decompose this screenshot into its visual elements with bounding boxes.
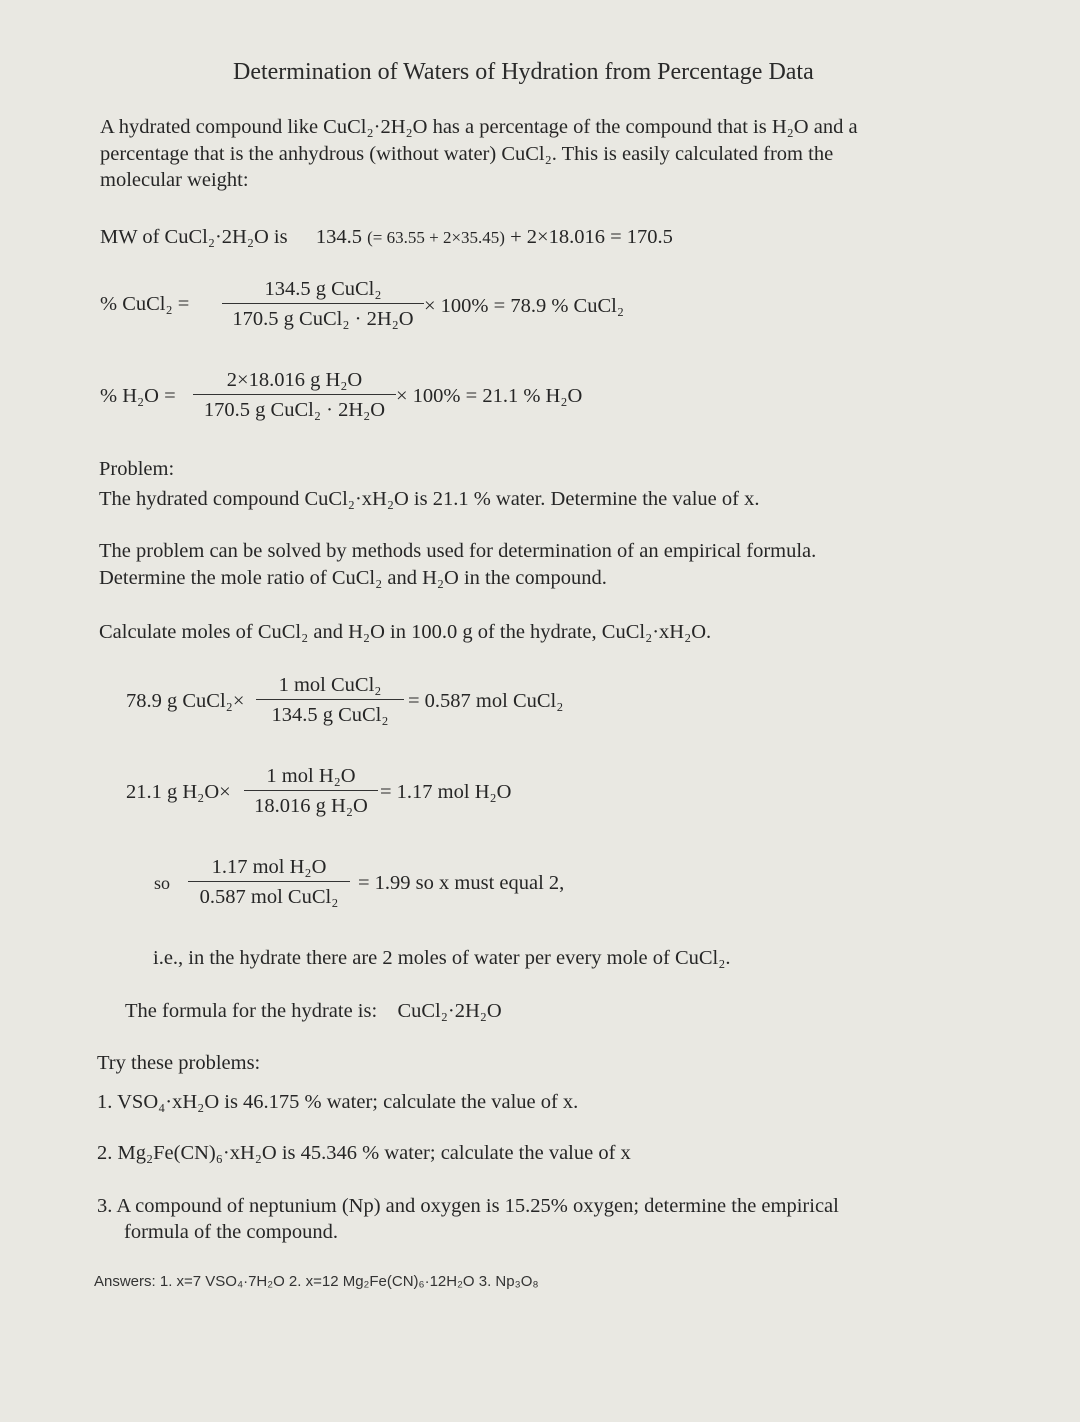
problem-item-1: 1. VSO₄·xH₂O is 46.175 % water; calculate the value of x.	[97, 1091, 579, 1113]
ratio-fraction	[188, 856, 350, 909]
calc1-lhs: 78.9 g CuCl₂×	[126, 690, 245, 712]
try-heading: Try these problems:	[97, 1052, 261, 1074]
mw-line	[100, 226, 673, 249]
method-line-1: The problem can be solved by methods used for determination of an empirical formula.	[99, 540, 817, 562]
intro-line-3: molecular weight:	[100, 169, 249, 191]
pct-cucl2-numerator: 134.5 g CuCl₂	[264, 278, 382, 300]
problem-text: The hydrated compound CuCl₂·xH₂O is 21.1 % water. Determine the value of x.	[99, 488, 760, 510]
calc2-rhs: = 1.17 mol H₂O	[380, 781, 512, 803]
calc2-numerator: 1 mol H₂O	[266, 765, 356, 787]
ratio-rhs: = 1.99 so x must equal 2,	[358, 872, 565, 894]
method-line-2: Determine the mole ratio of CuCl₂ and H₂O in the compound.	[99, 567, 607, 589]
pct-cucl2-lhs: % CuCl₂ =	[100, 293, 190, 315]
mw-label: MW of CuCl₂·2H₂O is	[100, 226, 288, 248]
ie-sentence: i.e., in the hydrate there are 2 moles of water per every mole of CuCl₂.	[153, 947, 731, 969]
calc2-lhs: 21.1 g H₂O×	[126, 781, 231, 803]
calc1-fraction	[256, 674, 404, 727]
pct-h2o-denominator: 170.5 g CuCl₂ · 2H₂O	[203, 399, 386, 421]
ratio-numerator: 1.17 mol H₂O	[211, 856, 327, 878]
mw-breakdown: (= 63.55 + 2×35.45)	[367, 228, 505, 247]
pct-h2o-rhs: × 100% = 21.1 % H₂O	[396, 385, 583, 407]
formula-line	[125, 1000, 502, 1023]
calc2-denominator: 18.016 g H₂O	[254, 795, 368, 817]
intro-line-1: A hydrated compound like CuCl₂·2H₂O has a percentage of the compound that is H₂O and a	[100, 116, 858, 138]
pct-h2o-numerator: 2×18.016 g H₂O	[226, 369, 363, 391]
calc2-fraction	[244, 765, 378, 818]
problem-label: Problem:	[99, 458, 175, 480]
pct-h2o-fraction	[193, 369, 396, 422]
formula-label: The formula for the hydrate is:	[125, 1000, 378, 1022]
calc1-rhs: = 0.587 mol CuCl₂	[408, 690, 564, 712]
answers-line: Answers: 1. x=7 VSO₄·7H₂O 2. x=12 Mg₂Fe(CN)₆·12H₂O 3. Np₃O₈	[94, 1273, 539, 1290]
problem-item-3: 3. A compound of neptunium (Np) and oxygen is 15.25% oxygen; determine the empirical	[97, 1195, 839, 1217]
calc1-denominator: 134.5 g CuCl₂	[271, 704, 389, 726]
mw-rest: + 2×18.016 = 170.5	[510, 226, 673, 248]
mw-value: 134.5	[315, 226, 362, 248]
intro-line-2: percentage that is the anhydrous (without water) CuCl₂. This is easily calculated from the	[100, 143, 834, 165]
pct-h2o-lhs: % H₂O =	[100, 385, 176, 407]
ratio-so: so	[154, 873, 171, 893]
pct-cucl2-rhs: × 100% = 78.9 % CuCl₂	[424, 295, 624, 317]
pct-cucl2-fraction	[222, 278, 424, 331]
problem-item-3-cont: formula of the compound.	[124, 1221, 339, 1243]
calc1-numerator: 1 mol CuCl₂	[278, 674, 382, 696]
problem-item-2: 2. Mg₂Fe(CN)₆·xH₂O is 45.346 % water; calculate the value of x	[97, 1142, 631, 1164]
ratio-denominator: 0.587 mol CuCl₂	[199, 886, 339, 908]
page-title: Determination of Waters of Hydration from Percentage Data	[233, 59, 814, 85]
formula-value: CuCl₂·2H₂O	[397, 1000, 502, 1022]
pct-cucl2-denominator: 170.5 g CuCl₂ · 2H₂O	[232, 308, 414, 330]
calc-intro: Calculate moles of CuCl₂ and H₂O in 100.0 g of the hydrate, CuCl₂·xH₂O.	[99, 621, 712, 643]
